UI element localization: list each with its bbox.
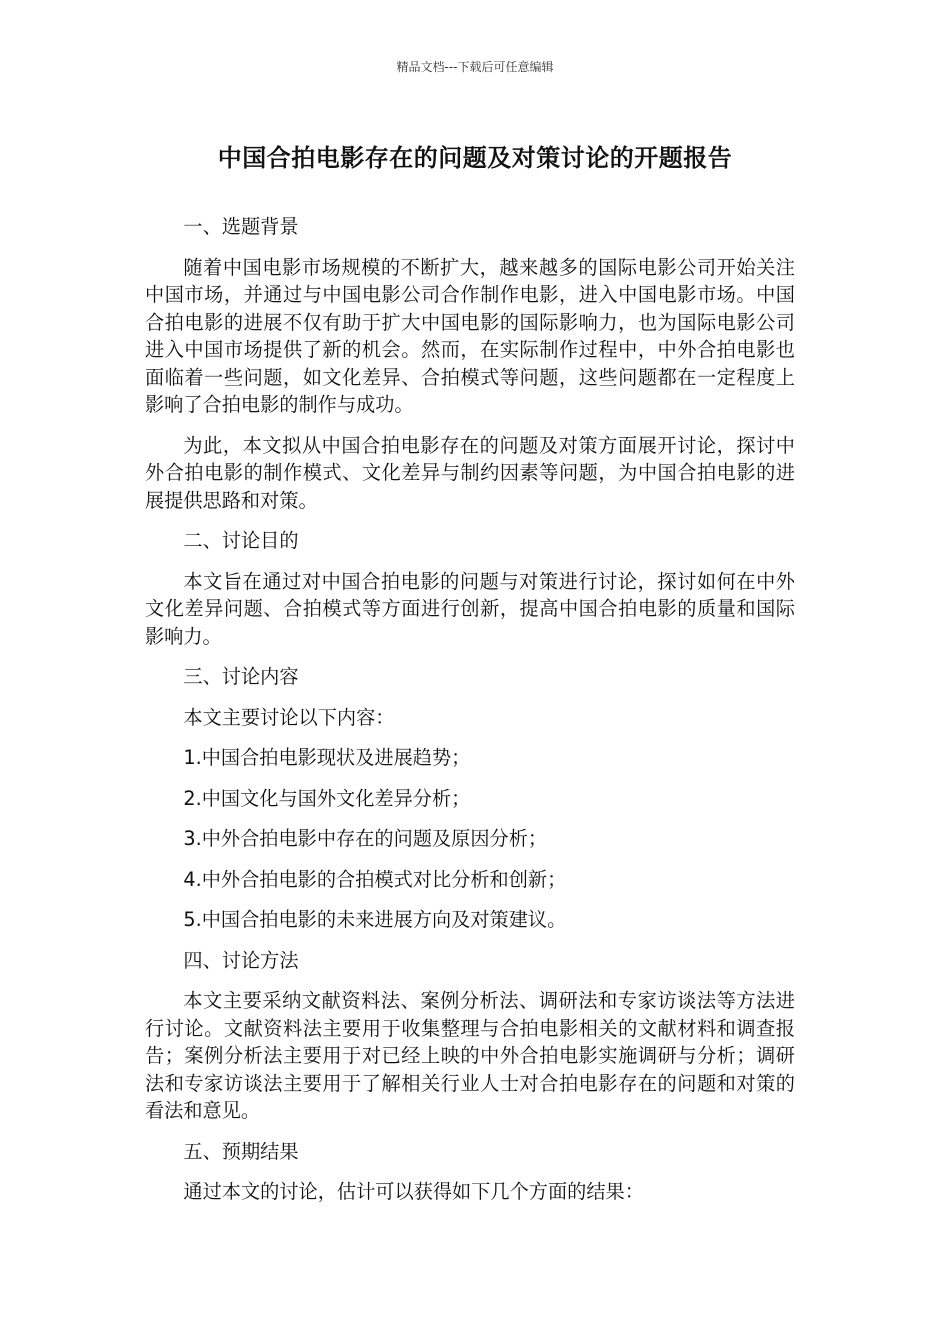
list-item: 5.中国合拍电影的未来进展方向及对策建议。 [183,908,567,931]
section-heading-method: 四、讨论方法 [183,948,299,972]
paragraph-results: 通过本文的讨论，估计可以获得如下几个方面的结果： [183,1180,644,1203]
section-heading-content: 三、讨论内容 [183,665,299,688]
document-title: 中国合拍电影存在的问题及对策讨论的开题报告 [217,144,733,172]
list-item: 2.中国文化与国外文化差异分析； [183,786,471,810]
paragraph-background-2: 为此，本文拟从中国合拍电影存在的问题及对策方面展开讨论，探讨中外合拍电影的制作模式、文化差异与制约因素等问题，为中国合拍电影的进展提供思路和对策。 [145,433,795,512]
section-heading-background: 一、选题背景 [183,215,299,238]
section-heading-results: 五、预期结果 [183,1139,299,1163]
list-item: 1.中国合拍电影现状及进展趋势； [183,746,471,769]
paragraph-method: 本文主要采纳文献资料法、案例分析法、调研法和专家访谈法等方法进行讨论。文献资料法主要用于收集整理与合拍电影相关的文献材料和调查报告；案例分析法主要用于对已经上映的中外合拍电影实施调研与分析；调研法和专家访谈法主要用于了解相关行业人士对合拍电影存在的问题和对策的看法和意见。 [145,989,795,1122]
section-heading-purpose: 二、讨论目的 [183,529,299,552]
page-header: 精品文档---下载后可任意编辑 [396,60,554,74]
content-intro: 本文主要讨论以下内容： [183,705,395,729]
document-body [145,213,795,1219]
paragraph-background-1: 随着中国电影市场规模的不断扩大，越来越多的国际电影公司开始关注中国市场，并通过与中国电影公司合作制作电影，进入中国电影市场。中国合拍电影的进展不仅有助于扩大中国电影的国际影响力，也为国际电影公司进入中国市场提供了新的机会。然而，在实际制作过程中，中外合拍电影也面临着一些问题，如文化差异、合拍模式等问题，这些问题都在一定程度上影响了合拍电影的制作与成功。 [145,255,795,416]
paragraph-purpose: 本文旨在通过对中国合拍电影的问题与对策进行讨论，探讨如何在中外文化差异问题、合拍模式等方面进行创新，提高中国合拍电影的质量和国际影响力。 [145,569,795,648]
list-item: 4.中外合拍电影的合拍模式对比分析和创新； [183,867,567,891]
list-item: 3.中外合拍电影中存在的问题及原因分析； [183,827,548,850]
